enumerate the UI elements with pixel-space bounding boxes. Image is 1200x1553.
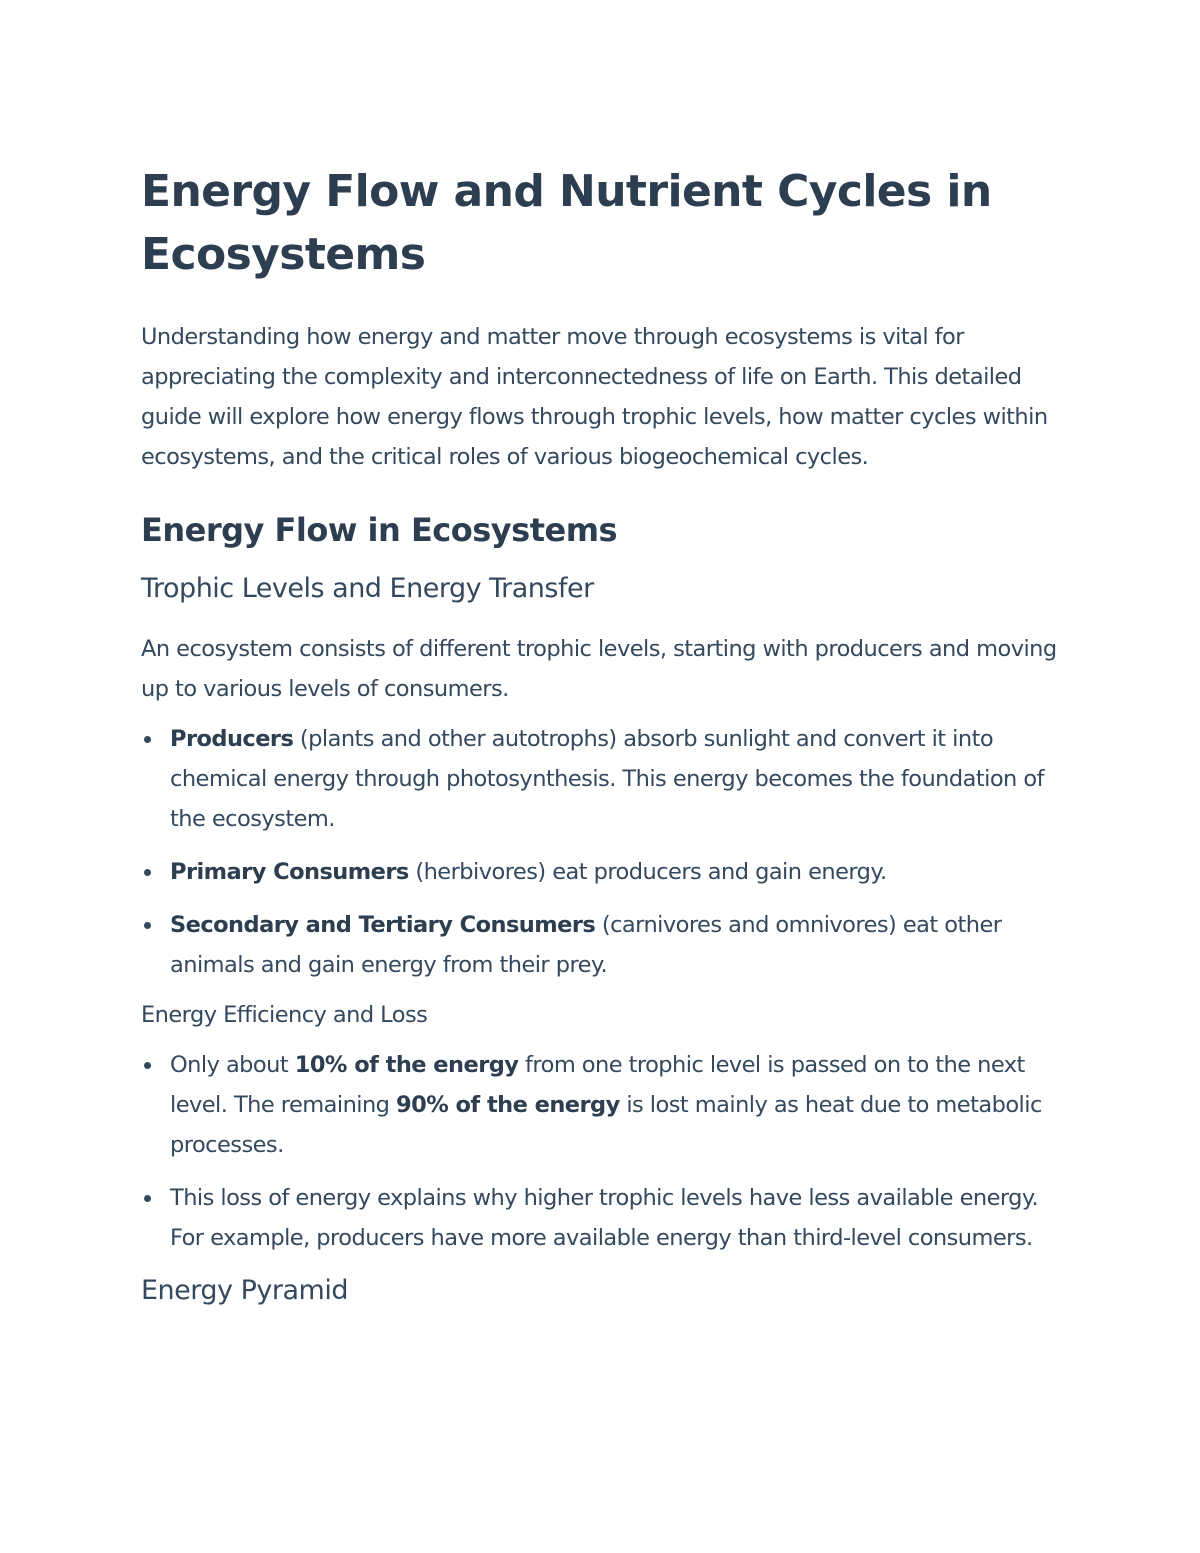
bullet-icon	[144, 1195, 151, 1202]
list-item	[141, 905, 1061, 985]
list-item-text: is lost mainly as heat due to metabolic processes.	[170, 1092, 1042, 1158]
list-item	[141, 852, 1061, 892]
subsection-heading-energy-pyramid: Energy Pyramid	[141, 1275, 348, 1306]
subsection-heading-trophic-levels: Trophic Levels and Energy Transfer	[141, 573, 594, 604]
list-item-text: (carnivores and omnivores) eat other animals and gain energy from their prey.	[170, 912, 1002, 978]
list-item-text: (plants and other autotrophs) absorb sunlight and convert it into chemical energy through photosynthesis. This energy becomes the foundation of the ecosystem.	[170, 726, 1044, 832]
page-title: Energy Flow and Nutrient Cycles in Ecosystems	[141, 166, 992, 280]
bullet-icon	[144, 736, 151, 743]
bullet-icon	[144, 922, 151, 929]
bullet-icon	[144, 1062, 151, 1069]
emphasis-10-percent: 10% of the energy	[294, 1052, 519, 1078]
list-item-text: This loss of energy explains why higher trophic levels have less available energy. For example, producers have more available energy than third-level consumers.	[170, 1185, 1039, 1251]
bullet-icon	[144, 869, 151, 876]
term-producers: Producers	[170, 726, 294, 752]
section-heading-energy-flow: Energy Flow in Ecosystems	[141, 511, 618, 549]
trophic-list	[141, 719, 1061, 985]
efficiency-list	[141, 1045, 1061, 1258]
subsection-heading-energy-efficiency: Energy Efficiency and Loss	[141, 1002, 428, 1028]
trophic-paragraph: An ecosystem consists of different trophic levels, starting with producers and moving up to various levels of consumers.	[141, 636, 1057, 702]
term-secondary-tertiary-consumers: Secondary and Tertiary Consumers	[170, 912, 596, 938]
term-primary-consumers: Primary Consumers	[170, 859, 409, 885]
list-item	[141, 1045, 1061, 1165]
emphasis-90-percent: 90% of the energy	[396, 1092, 620, 1118]
list-item-text: Only about	[170, 1052, 295, 1078]
list-item	[141, 1178, 1061, 1258]
intro-paragraph: Understanding how energy and matter move through ecosystems is vital for appreciating the complexity and interconnectedness of life on Earth. This detailed guide will explore how energy flows through trophic levels, how matter cycles within ecosystems, and the critical roles of various biogeochemical cycles.	[141, 324, 1048, 470]
list-item	[141, 719, 1061, 839]
list-item-text: from one trophic level is passed on to the next level. The remaining	[170, 1052, 1025, 1118]
list-item-text: (herbivores) eat producers and gain energy.	[408, 859, 887, 885]
document-page	[141, 160, 1061, 1311]
